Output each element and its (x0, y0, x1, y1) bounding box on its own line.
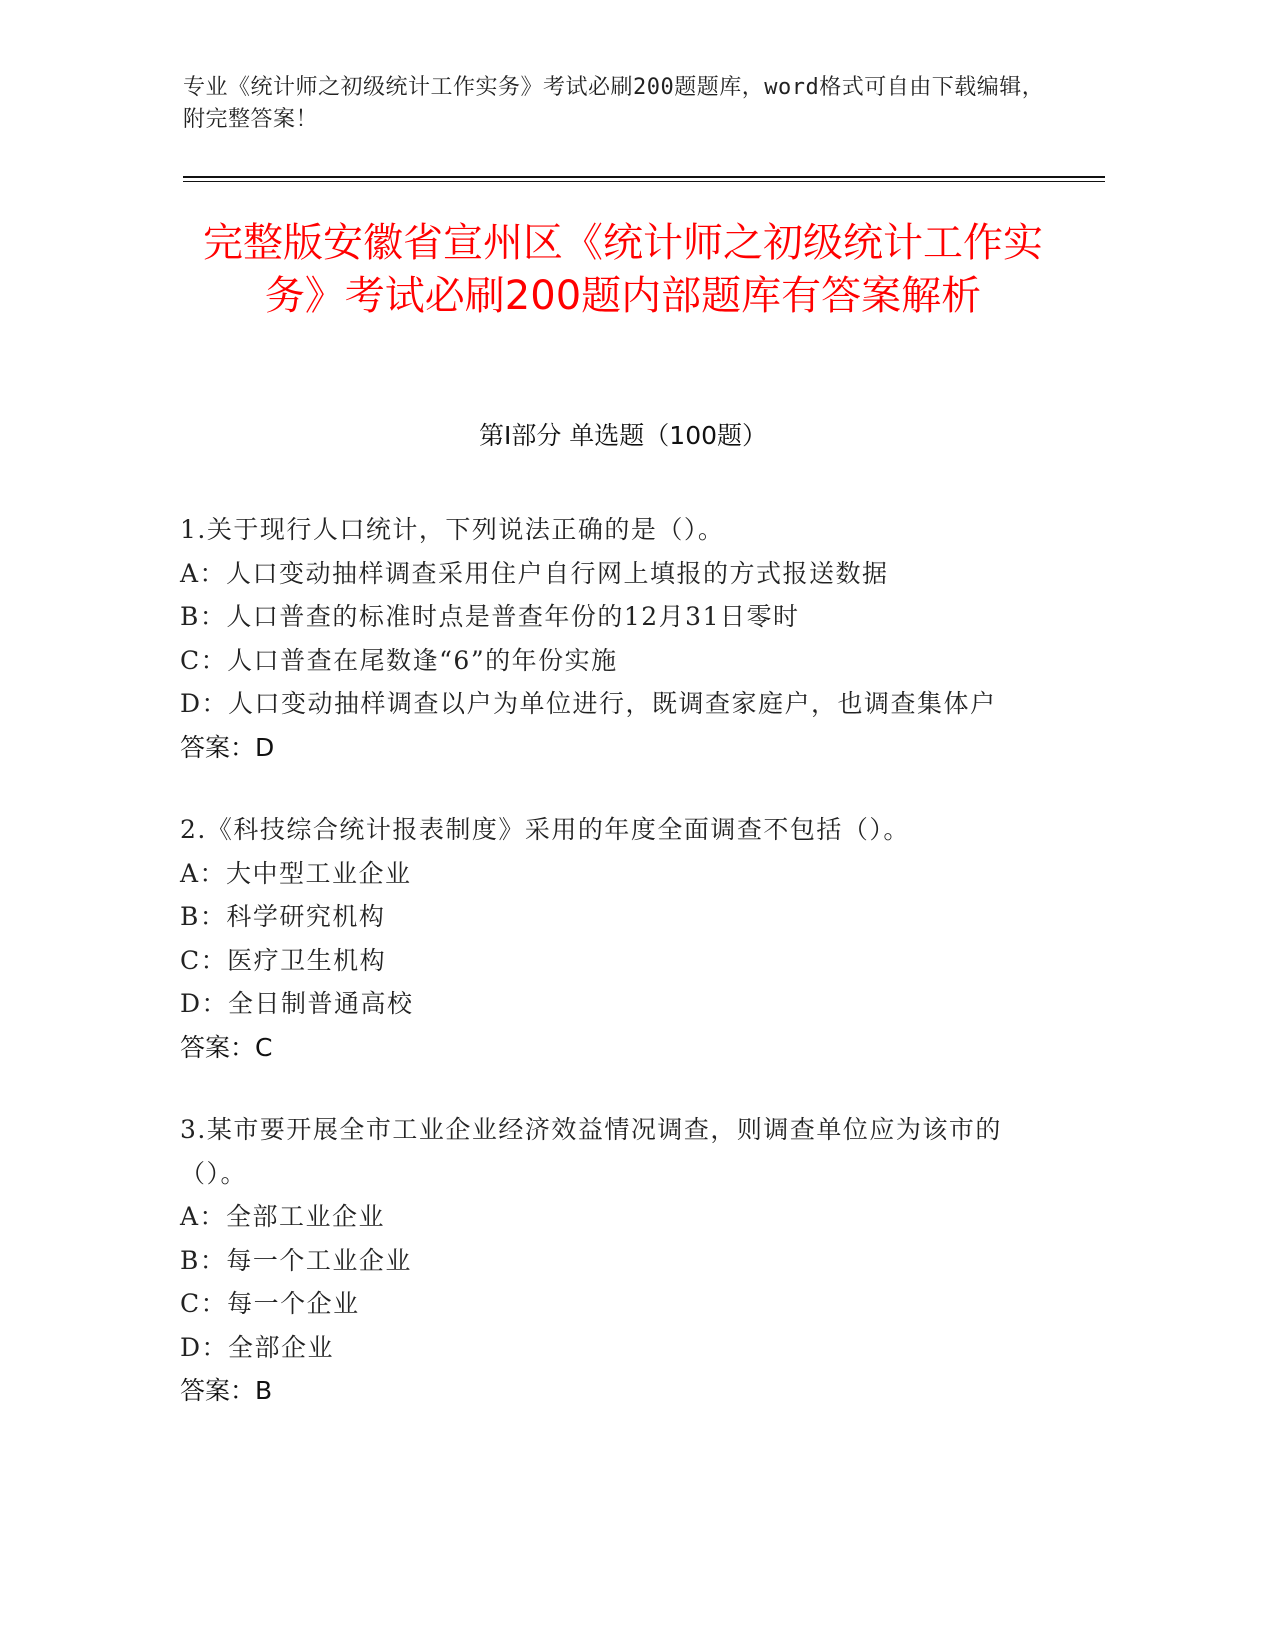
option-a: A：全部工业企业 (180, 1202, 386, 1231)
document-title: 完整版安徽省宣州区《统计师之初级统计工作实务》考试必刷200题内部题库有答案解析 (203, 220, 1043, 319)
option-c: C：医疗卫生机构 (180, 945, 387, 975)
answer-line: 答案：D (180, 732, 275, 762)
question-stem: 2.《科技综合统计报表制度》采用的年度全面调查不包括（）。 (180, 815, 910, 844)
option-a: A：人口变动抽样调查采用住户自行网上填报的方式报送数据 (180, 558, 889, 588)
option-d: D：全日制普通高校 (180, 989, 414, 1018)
option-b: B：每一个工业企业 (180, 1245, 412, 1275)
question-stem: 1.关于现行人口统计，下列说法正确的是（）。 (180, 515, 725, 544)
header-divider-thin (183, 181, 1105, 182)
question-list (180, 508, 1060, 1452)
option-d: D：全部企业 (180, 1332, 335, 1362)
header-note: 专业《统计师之初级统计工作实务》考试必刷200题题库，word格式可自由下载编辑，附完整答案！ (183, 75, 1045, 132)
option-c: C：每一个企业 (180, 1289, 360, 1318)
option-c: C：人口普查在尾数逢“6”的年份实施 (180, 645, 618, 675)
answer-line: 答案：B (180, 1376, 273, 1405)
question-item (180, 1108, 1060, 1413)
question-item (180, 508, 1060, 769)
question-stem: 3.某市要开展全市工业企业经济效益情况调查，则调查单位应为该市的（）。 (180, 1115, 1002, 1188)
answer-line: 答案：C (180, 1032, 273, 1062)
section-heading: 第I部分 单选题（100题） (478, 421, 768, 450)
header-divider-thick (183, 176, 1105, 178)
question-item (180, 808, 1060, 1069)
option-b: B：科学研究机构 (180, 902, 386, 931)
option-d: D：人口变动抽样调查以户为单位进行，既调查家庭户，也调查集体户 (180, 689, 997, 718)
option-a: A：大中型工业企业 (180, 858, 412, 888)
option-b: B：人口普查的标准时点是普查年份的12月31日零时 (180, 602, 800, 631)
